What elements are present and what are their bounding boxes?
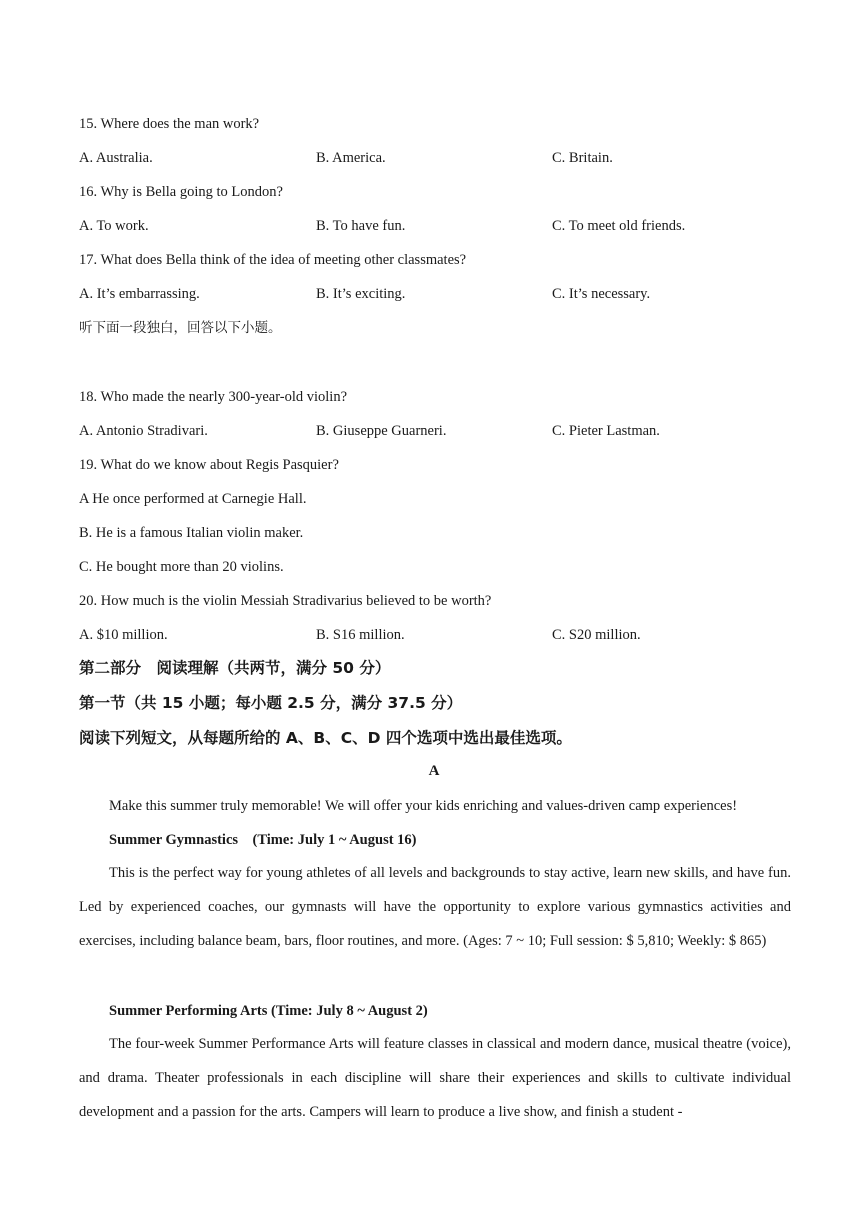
question-17-stem: 17. What does Bella think of the idea of meeting other classmates? bbox=[79, 252, 467, 268]
reading-instruction: 阅读下列短文，从每题所给的 A、B、C、D 四个选项中选出最佳选项。 bbox=[79, 729, 572, 747]
gymnastics-description: This is the perfect way for young athletes of all levels and backgrounds to stay active, learn new skills, and have fun. Led by experienced coaches, our gymnasts will have the opportunity to explore various gymnastics activities and exercises, including balance beam, bars, floor routines, and more. (Ages: 7 ~ 10; Full session: $ 5,810; Weekly: $ 865) bbox=[79, 865, 791, 949]
question-20-stem: 20. How much is the violin Messiah Stradivarius believed to be worth? bbox=[79, 593, 492, 609]
q18-option-c: C. Pieter Lastman. bbox=[552, 423, 660, 439]
q19-option-a: A He once performed at Carnegie Hall. bbox=[79, 491, 307, 507]
performing-arts-description: The four-week Summer Performance Arts will feature classes in classical and modern dance, musical theatre (voice), and drama. Theater professionals in each discipline will share their experiences and skills to cultivate individual development and a passion for the arts. Campers will learn to produce a live show, and finish a student - bbox=[79, 1036, 791, 1120]
question-16-stem: 16. Why is Bella going to London? bbox=[79, 184, 283, 200]
q16-option-c: C. To meet old friends. bbox=[552, 218, 686, 234]
q16-option-b: B. To have fun. bbox=[316, 218, 406, 234]
question-18-stem: 18. Who made the nearly 300-year-old violin? bbox=[79, 389, 348, 405]
monologue-instruction: 听下面一段独白，回答以下小题。 bbox=[79, 320, 282, 336]
q18-option-b: B. Giuseppe Guarneri. bbox=[316, 423, 447, 439]
q19-option-b: B. He is a famous Italian violin maker. bbox=[79, 525, 304, 541]
performing-arts-heading: Summer Performing Arts (Time: July 8 ~ August 2) bbox=[109, 1003, 428, 1019]
part-two-title: 第二部分 阅读理解（共两节，满分 50 分） bbox=[79, 659, 391, 677]
question-15-stem: 15. Where does the man work? bbox=[79, 116, 260, 132]
passage-label: A bbox=[428, 763, 440, 779]
q17-option-b: B. It’s exciting. bbox=[316, 286, 406, 302]
passage-intro: Make this summer truly memorable! We will offer your kids enriching and values-driven camp experiences! bbox=[109, 798, 738, 814]
section-one-title: 第一节（共 15 小题；每小题 2.5 分，满分 37.5 分） bbox=[79, 694, 463, 712]
question-19-stem: 19. What do we know about Regis Pasquier? bbox=[79, 457, 339, 473]
gymnastics-heading: Summer Gymnastics (Time: July 1 ~ August 16) bbox=[109, 832, 417, 848]
q16-option-a: A. To work. bbox=[79, 218, 149, 234]
q17-option-c: C. It’s necessary. bbox=[552, 286, 651, 302]
q15-option-b: B. America. bbox=[316, 150, 386, 166]
q18-option-a: A. Antonio Stradivari. bbox=[79, 423, 208, 439]
q20-option-b: B. S16 million. bbox=[316, 627, 405, 643]
q17-option-a: A. It’s embarrassing. bbox=[79, 286, 200, 302]
q19-option-c: C. He bought more than 20 violins. bbox=[79, 559, 284, 575]
q15-option-c: C. Britain. bbox=[552, 150, 613, 166]
q15-option-a: A. Australia. bbox=[79, 150, 153, 166]
q20-option-c: C. S20 million. bbox=[552, 627, 641, 643]
q20-option-a: A. $10 million. bbox=[79, 627, 168, 643]
